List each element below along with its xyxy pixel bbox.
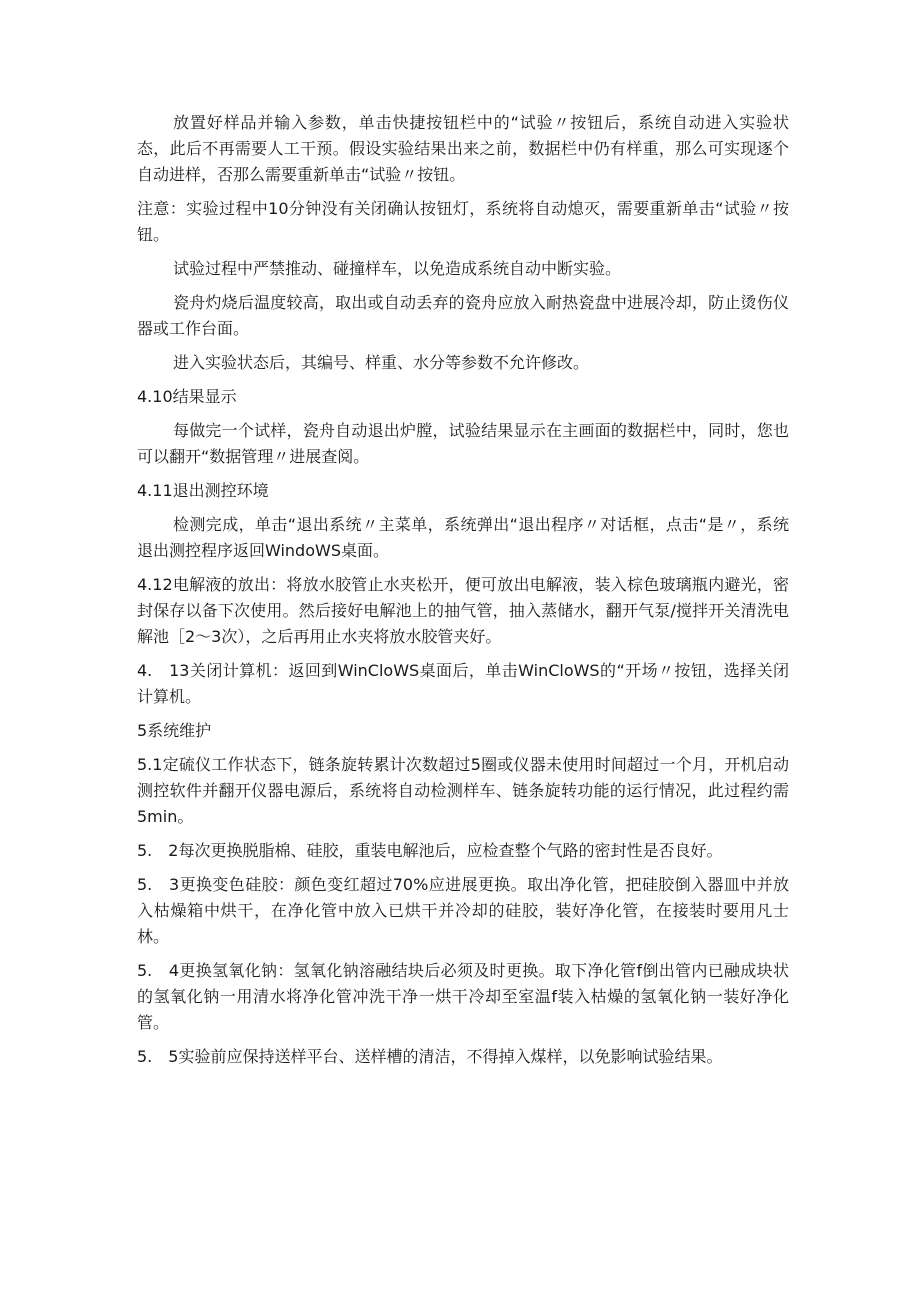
section-heading-4-10: 4.10结果显示 (137, 387, 237, 406)
paragraph-maintenance-5-2: 5. 2每次更换脱脂棉、硅胶，重装电解池后，应检查整个气路的密封性是否良好。 (137, 841, 723, 860)
paragraph-maintenance-5-4: 5. 4更换氢氧化钠：氢氧化钠溶融结块后必须及时更换。取下净化管f倒出管内已融成块状的氢氧化钠一用清水将净化管冲洗干净一烘干冷却至室温f装入枯燥的氢氧化钠一装好净化管。 (137, 961, 789, 1032)
section-heading-5: 5系统维护 (137, 721, 212, 740)
paragraph-no-push-sample-cart: 试验过程中严禁推动、碰撞样车，以免造成系统自动中断实验。 (173, 259, 622, 278)
paragraph-exit-system: 检测完成，单击“退出系统〃主菜单，系统弹出“退出程序〃对话框，点击“是〃，系统退出测控程序返回WindoWS桌面。 (137, 515, 789, 560)
paragraph-boat-cooling: 瓷舟灼烧后温度较高，取出或自动丢弃的瓷舟应放入耐热瓷盘中进展冷却，防止烫伤仪器或工作台面。 (137, 293, 789, 338)
paragraph-params-locked: 进入实验状态后，其编号、样重、水分等参数不允许修改。 (173, 353, 590, 372)
paragraph-maintenance-5-5: 5. 5实验前应保持送样平台、送样槽的清洁，不得掉入煤样，以免影响试验结果。 (137, 1047, 723, 1066)
paragraph-electrolyte-release: 4.12电解液的放出：将放水胶管止水夹松开，便可放出电解液，装入棕色玻璃瓶内避光，密封保存以备下次使用。然后接好电解池上的抽气管，抽入蒸储水，翻开气泵/搅拌开关清洗电解池［2〜3次），之后再用止水夹将放水胶管夹好。 (137, 575, 789, 646)
paragraph-maintenance-5-3: 5. 3更换变色硅胶：颜色变红超过70%应进展更换。取出净化管，把硅胶倒入器皿中并放入枯燥箱中烘干，在净化管中放入已烘干并冷却的硅胶，装好净化管，在接装时要用凡士林。 (137, 875, 789, 946)
paragraph-result-display: 每做完一个试样，瓷舟自动退出炉膛，试验结果显示在主画面的数据栏中，同时，您也可以翻开“数据管理〃进展查阅。 (137, 421, 789, 466)
paragraph-shutdown-computer: 4. 13关闭计算机：返回到WinCloWS桌面后，单击WinCloWS的“开场〃按钮，选择关闭计算机。 (137, 661, 789, 706)
section-heading-4-11: 4.11退出测控环境 (137, 481, 269, 500)
paragraph-note-10-minutes: 注意：实验过程中10分钟没有关闭确认按钮灯，系统将自动熄灭，需要重新单击“试验〃按钮。 (137, 199, 789, 244)
document-page (137, 110, 789, 1078)
paragraph-sample-placement: 放置好样品并输入参数，单击快捷按钮栏中的“试验〃按钮后，系统自动进入实验状态，此后不再需要人工干预。假设实验结果出来之前，数据栏中仍有样重，那么可实现逐个自动进样，否那么需要重新单击“试验〃按钮。 (137, 113, 789, 184)
paragraph-maintenance-5-1: 5.1定硫仪工作状态下，链条旋转累计次数超过5圈或仪器未使用时间超过一个月，开机启动测控软件并翻开仪器电源后，系统将自动检测样车、链条旋转功能的运行情况，此过程约需5min。 (137, 755, 789, 826)
